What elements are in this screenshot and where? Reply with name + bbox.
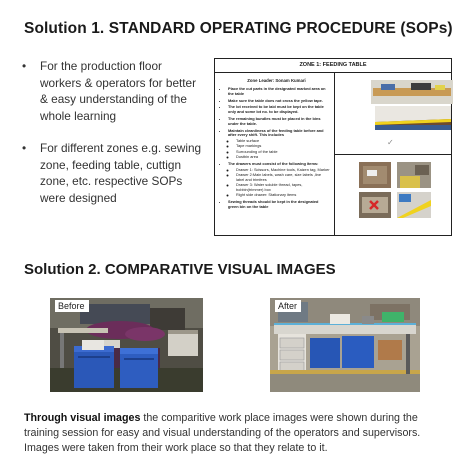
check-icon: ✓ [387, 138, 394, 147]
wrong-placement-photo [359, 192, 391, 218]
drawer-photo [359, 162, 391, 188]
sop-item: • Sewing threads should be kept in the designated green bin on the table [228, 200, 330, 210]
sop-instructions [215, 72, 335, 235]
after-photo [270, 298, 420, 392]
sop-subitem: ◦ Table surface [236, 139, 330, 144]
bullet-dot-icon: • [22, 59, 27, 73]
sop-item: • The lot received to be laid must be kept on the table only and some lot no. to be displayed. [228, 105, 330, 115]
floor-photo [397, 162, 431, 188]
sop-item: • Place the cut parts in the designated marked area on the table [228, 87, 330, 97]
sop-subitem: ◦ Surrounding of the table [236, 150, 330, 155]
table-photo [371, 80, 453, 104]
bullet-item: • For the production floor workers & operators for better & easy understanding of the whole learning [22, 59, 197, 123]
description-text: the comparitive work place images were shown during the training session for easy and visual understanding of the operators and supervisors. Images were taken from their work place so that they relate to it. [24, 412, 421, 454]
section1-title: Solution 1. STANDARD OPERATING PROCEDURE (SOPs) [24, 20, 453, 37]
table-edge-photo [375, 106, 451, 130]
sop-subitem: ◦ Dustbin area [236, 155, 330, 160]
sop-item: • The remaining bundles must be placed in the bins under the table. [228, 117, 330, 127]
section2-title: Solution 2. COMPARATIVE VISUAL IMAGES [24, 261, 336, 278]
sop-drawer-item: ◦ Drawer 2:Main labels, wash care, size labels ,line label and trimfees [236, 173, 330, 183]
sop-item: • Make sure the table does not cross the yellow tape. [228, 99, 330, 104]
before-photo [50, 298, 203, 392]
section1-bullets [20, 58, 206, 222]
bullet-dot-icon: • [22, 141, 27, 155]
sop-drawer-item: ◦ Drawer 3: Water soluble thread, tapes, bobbin(trimmer) box [236, 183, 330, 193]
sop-drawer-item: ◦ Right side drawer: Stationary items [236, 193, 330, 198]
bullet-item: • For different zones e.g. sewing zone, feeding table, cuttign zone, etc. respective SOPs were designed [22, 141, 202, 205]
sop-reference-images [335, 72, 451, 235]
sop-document [214, 58, 452, 236]
description-paragraph [24, 411, 452, 456]
sop-subitem: ◦ Tape markings [236, 144, 330, 149]
sop-title: ZONE 1: FEEDING TABLE [215, 59, 451, 73]
sop-zone-leader: Zone Leader: Sonam Kumari [247, 78, 306, 83]
after-label: After [275, 300, 301, 312]
sop-drawer-item: ◦ Drawer 1: Scissors, Machine tools, Kaizen tag, Marker [236, 168, 330, 173]
sop-item: • The drawers must consist of the following items: ◦ Drawer 1: Scissors, Machine tools, Kaizen tag, Marker ◦ Drawer 2:Main labels, wash care, size labels ,line label and trimfees ◦ Drawer 3: Water soluble thread, tapes, bobbin(trimmer) box ◦ Right side drawer: Stationary items [228, 162, 330, 198]
before-label: Before [55, 300, 89, 312]
sop-item: • Maintain cleanliness of the feeding table before and after every shift. This includes ◦ Table surface ◦ Tape markings ◦ Surrounding of the table ◦ Dustbin area [228, 129, 330, 160]
description-bold: Through visual images [24, 412, 141, 424]
tape-photo [397, 192, 431, 218]
